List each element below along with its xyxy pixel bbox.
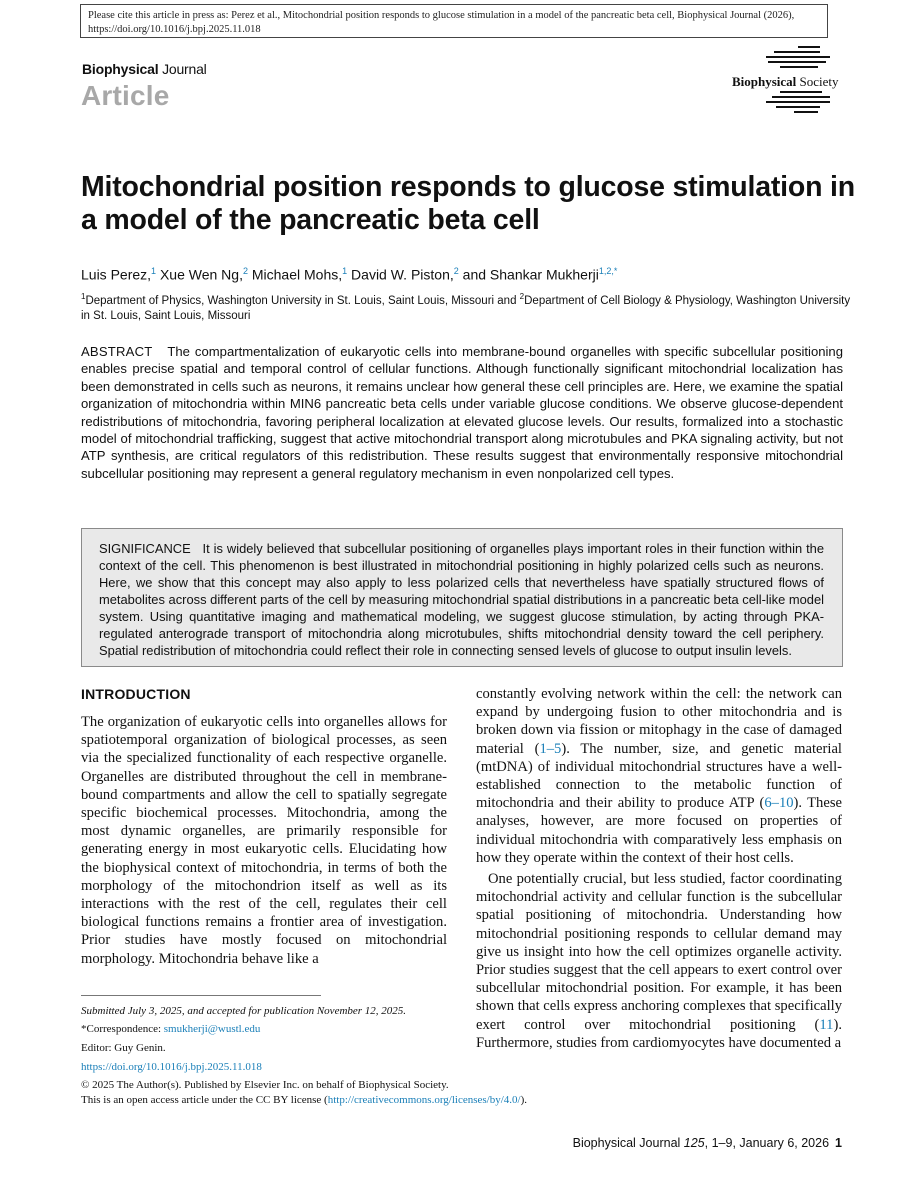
body-text: ). The number, size, and genetic material (mtDNA) of individual mitochondrial structures have a well-established connection to the metabolic function of mitochondria and their ability to produce ATP (: [476, 740, 842, 812]
affiliation-number: 2: [519, 292, 525, 301]
significance-box: [81, 528, 843, 667]
author-name: and Shankar Mukherji: [458, 266, 599, 283]
journal-name-bold: Biophysical: [82, 61, 159, 77]
journal-name-rest: Journal: [158, 61, 207, 77]
affiliation-text: Department of Physics, Washington University in St. Louis, Saint Louis, Missouri and: [85, 294, 520, 307]
significance-label: SIGNIFICANCE: [99, 541, 191, 556]
body-column-right: [476, 685, 842, 1052]
submission-dates: Submitted July 3, 2025, and accepted for publication November 12, 2025.: [81, 1005, 407, 1017]
editor-note: Editor: Guy Genin.: [81, 1042, 166, 1054]
license-text: This is an open access article under the CC BY license (: [81, 1094, 328, 1106]
author-affiliation-mark[interactable]: 2: [453, 266, 459, 276]
affiliations: [81, 289, 861, 324]
correspondence-note: [81, 1022, 260, 1036]
affiliation-text: Department of Cell Biology & Physiology, Washington University in St. Louis, Saint Louis, Missouri: [81, 294, 851, 322]
footnote-divider: [81, 995, 321, 996]
article-title: Mitochondrial position responds to glucose stimulation in a model of the pancreatic beta cell: [81, 171, 855, 236]
author-name: David W. Piston,: [347, 266, 454, 283]
author-affiliation-mark[interactable]: 2: [242, 266, 248, 276]
reference-link[interactable]: 6–10: [764, 795, 794, 812]
author-name: Michael Mohs,: [247, 266, 343, 283]
society-name: [732, 74, 839, 90]
abstract: [81, 343, 843, 482]
reference-link[interactable]: 11: [819, 1016, 834, 1033]
abstract-text: The compartmentalization of eukaryotic cells into membrane-bound organelles with specific subcellular positioning enables precise spatial and temporal control of cellular functions. Although functionally significant mitochondrial localization has been demonstrated in cells such as neurons, it remains unclear how general these cell principles are. Here, we examine the spatial organization of mitochondria within MIN6 pancreatic beta cells under variable glucose conditions. We observe glucose-dependent redistributions of mitochondria, favoring peripheral localization at elevated glucose levels. Our results, formalized into a stochastic model of mitochondrial trafficking, suggest that active mitochondrial transport along microtubules and PKA signaling activity, but not ATP synthesis, are critical regulators of this redistribution. These results suggest that environmentally responsive mitochondrial subcellular positioning may represent a general regulatory mechanism in even nonpolarized cell types.: [81, 344, 843, 481]
society-name-rest: Society: [796, 74, 839, 89]
body-text: ). These analyses, however, are more focused on properties of individual mitochondria with comparatively less emphasis on how they operate within the context of their host cells.: [476, 795, 842, 866]
abstract-label: ABSTRACT: [81, 344, 153, 359]
copyright-notice: © 2025 The Author(s). Published by Elsevier Inc. on behalf of Biophysical Society.: [81, 1079, 449, 1091]
license-text: ).: [520, 1094, 528, 1106]
article-type-label: Article: [81, 80, 170, 111]
license-link[interactable]: http://creativecommons.org/licenses/by/4.0/: [327, 1094, 521, 1106]
body-column-left: [81, 713, 447, 968]
society-name-bold: Biophysical: [732, 74, 797, 89]
journal-name: [82, 61, 207, 77]
footer-journal: Biophysical Journal: [572, 1136, 684, 1150]
license-notice: [81, 1093, 527, 1107]
author-name: Luis Perez,: [81, 266, 152, 283]
body-text: One potentially crucial, but less studied, factor coordinating mitochondrial activity and cellular function is the subcellular spatial positioning of mitochondria. Understanding how mitochondrial positioning responds to cellular demand may give us insight into how the cell optimizes organelle activity. Prior studies suggest that the cell appears to exert control over subcellular mitochondrial position. For example, it has been shown that cells express anchoring complexes that specifically exert control over mitochondrial positioning (: [476, 871, 842, 1033]
citation-notice: Please cite this article in press as: Perez et al., Mitochondrial position responds to glucose stimulation in a model of the pancreatic beta cell, Biophysical Journal (2026), https://doi.org/10.1016/j.bpj.2025.11.018: [80, 4, 828, 38]
body-paragraph: [476, 870, 842, 1052]
page-number: 1: [835, 1136, 842, 1150]
significance-text: It is widely believed that subcellular positioning of organelles plays important roles in their function within the context of the cell. This phenomenon is best illustrated in mitochondrial positioning in highly polarized cells such as neurons. Here, we show that this concept may also apply to less polarized cells that nevertheless have spatially structured flows of metabolites across different parts of the cell by measuring mitochondrial spatial distributions in a pancreatic beta cell-like model system. Using quantitative imaging and mathematical modeling, we suggest glucose stimulation, by acting through PKA-regulated anterograde transport of mitochondria along microtubules, shifts mitochondrial density toward the cell periphery. Spatial redistribution of mitochondria could reflect their role in connecting sensed levels of glucose to output insulin levels.: [99, 541, 824, 658]
reference-link[interactable]: 1–5: [539, 740, 562, 757]
body-paragraph: The organization of eukaryotic cells into organelles allows for spatiotemporal organization of biological processes, as seen via the specialized functionality of each respective organelle. Organelles are distributed throughout the cell in membrane-bound compartments and allow the cell to spatially segregate specific biochemical processes. Mitochondria, among the most dynamic organelles, are primarily responsible for generating energy in most eukaryotic cells. Elucidating how the biophysical context of mitochondria, in terms of both the morphology of the mitochondrion itself as well as its interactions with the rest of the cell, regulates their cell biological functions remains a frontier area of investigation. Prior studies have mostly focused on mitochondrial morphology. Mitochondria behave like a: [81, 714, 447, 967]
body-text: constantly evolving network within the cell: the network can expand by undergoing fusion to other mitochondria and is broken down via fission or mitophagy in the case of damaged material (: [476, 686, 842, 757]
correspondence-label: *Correspondence:: [81, 1023, 164, 1035]
author-name: Xue Wen Ng,: [156, 266, 243, 283]
footer-pages-date: , 1–9, January 6, 2026: [704, 1136, 830, 1150]
body-text: ). Furthermore, studies from cardiomyocytes have documented a: [476, 1016, 842, 1051]
significance-paragraph: [99, 540, 824, 659]
affiliation-number: 1: [81, 292, 86, 301]
introduction-heading: INTRODUCTION: [81, 686, 191, 702]
author-affiliation-mark[interactable]: 1: [342, 266, 348, 276]
author-affiliation-mark[interactable]: 1: [151, 266, 157, 276]
doi-link[interactable]: https://doi.org/10.1016/j.bpj.2025.11.018: [81, 1061, 262, 1073]
footer-volume: 125: [683, 1136, 705, 1150]
author-affiliation-mark[interactable]: 1,2,*: [598, 266, 618, 276]
body-paragraph: [476, 685, 842, 867]
running-footer: [573, 1136, 842, 1150]
author-list: [81, 266, 617, 283]
correspondence-email-link[interactable]: smukherji@wustl.edu: [163, 1023, 261, 1035]
